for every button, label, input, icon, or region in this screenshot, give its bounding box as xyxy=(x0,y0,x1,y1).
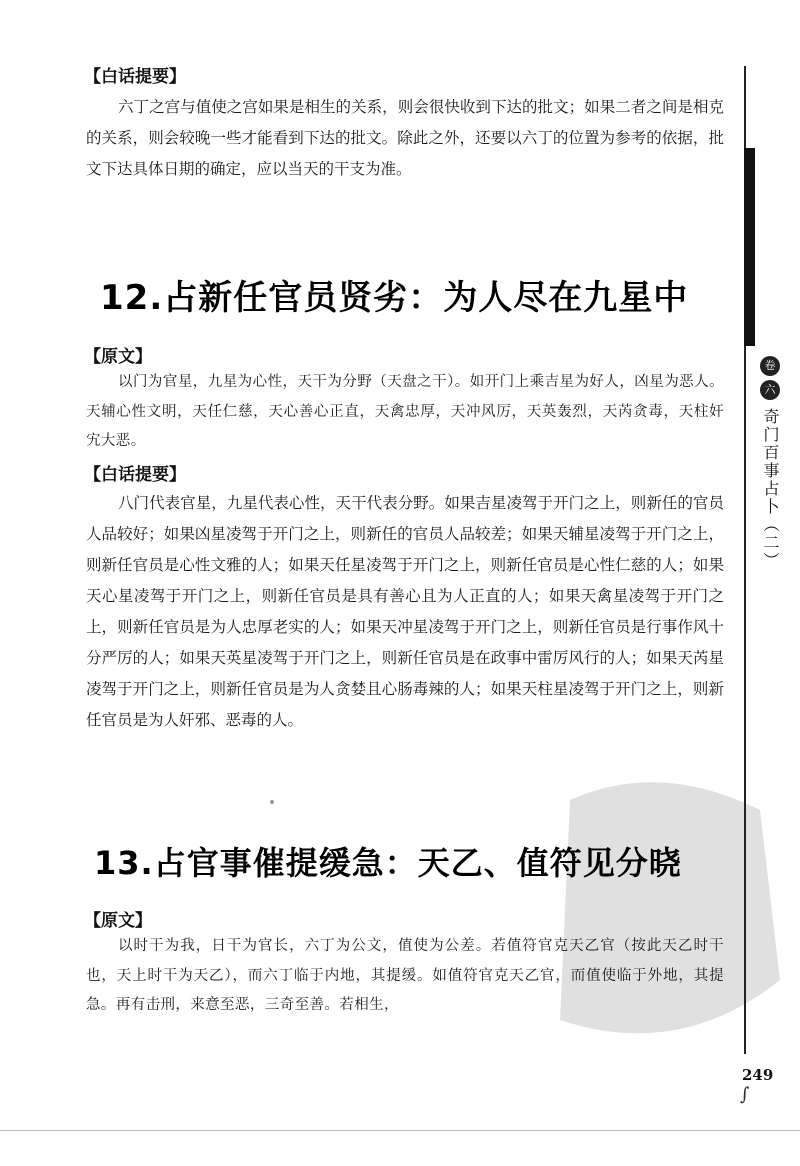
chapter-12-title: 12.占新任官员贤劣：为人尽在九星中 xyxy=(100,278,689,318)
speck xyxy=(270,800,274,804)
volume-badge-2: 六 xyxy=(760,380,780,400)
side-bar xyxy=(744,148,755,346)
plain-summary-text: 六丁之宫与值使之宫如果是相生的关系，则会很快收到下达的批文；如果二者之间是相克的关系，则会较晚一些才能看到下达的批文。除此之外，还要以六丁的位置为参考的依据，批文下达具体日期的确定，应以当天的干支为准。 xyxy=(86,98,724,178)
chapter-13-original-text: 以时干为我，日干为官长，六丁为公文，值使为公差。若值符官克天乙官（按此天乙时干也，天上时干为天乙），而六丁临于内地，其提缓。如值符官克天乙官，而值使临于外地，其提急。再有击刑，来意至恶，三奇至善。若相生， xyxy=(86,938,724,1013)
page-number-flourish-icon: ∫ xyxy=(740,1084,750,1105)
chapter-12-original-text: 以门为官星，九星为心性，天干为分野（天盘之干）。如开门上乘吉星为好人，凶星为恶人。天辅心性文明，天任仁慈，天心善心正直，天禽忠厚，天冲风厉，天英轰烈，天芮贪毒，天柱奸宄大恶。 xyxy=(86,374,724,449)
chapter-12-plain-heading: 【白话提要】 xyxy=(84,465,186,485)
plain-summary-heading: 【白话提要】 xyxy=(84,67,186,87)
page-number: 249 xyxy=(742,1066,774,1084)
bottom-rule xyxy=(0,1130,800,1131)
chapter-13-original-heading: 【原文】 xyxy=(84,911,152,931)
chapter-12-plain-text: 八门代表官星，九星代表心性，天干代表分野。如果吉星凌驾于开门之上，则新任的官员人品较好；如果凶星凌驾于开门之上，则新任的官员人品较差；如果天辅星凌驾于开门之上，则新任官员是心性文雅的人；如果天任星凌驾于开门之上，则新任官员是心性仁慈的人；如果天心星凌驾于开门之上，则新任官员是具有善心且为人正直的人；如果天禽星凌驾于开门之上，则新任官员是为人忠厚老实的人；如果天冲星凌驾于开门之上，则新任官员是行事作风十分严厉的人；如果天英星凌驾于开门之上，则新任官员是在政事中雷厉风行的人；如果天芮星凌驾于开门之上，则新任官员是为人贪婪且心肠毒辣的人；如果天柱星凌驾于开门之上，则新任官员是为人奸邪、恶毒的人。 xyxy=(86,494,724,729)
chapter-13-title: 13.占官事催提缓急：天乙、值符见分晓 xyxy=(94,844,682,882)
book-title-vertical: 奇门百事占卜（二） xyxy=(761,408,780,570)
volume-badge-1: 卷 xyxy=(760,356,780,376)
chapter-12-original-heading: 【原文】 xyxy=(84,347,152,367)
